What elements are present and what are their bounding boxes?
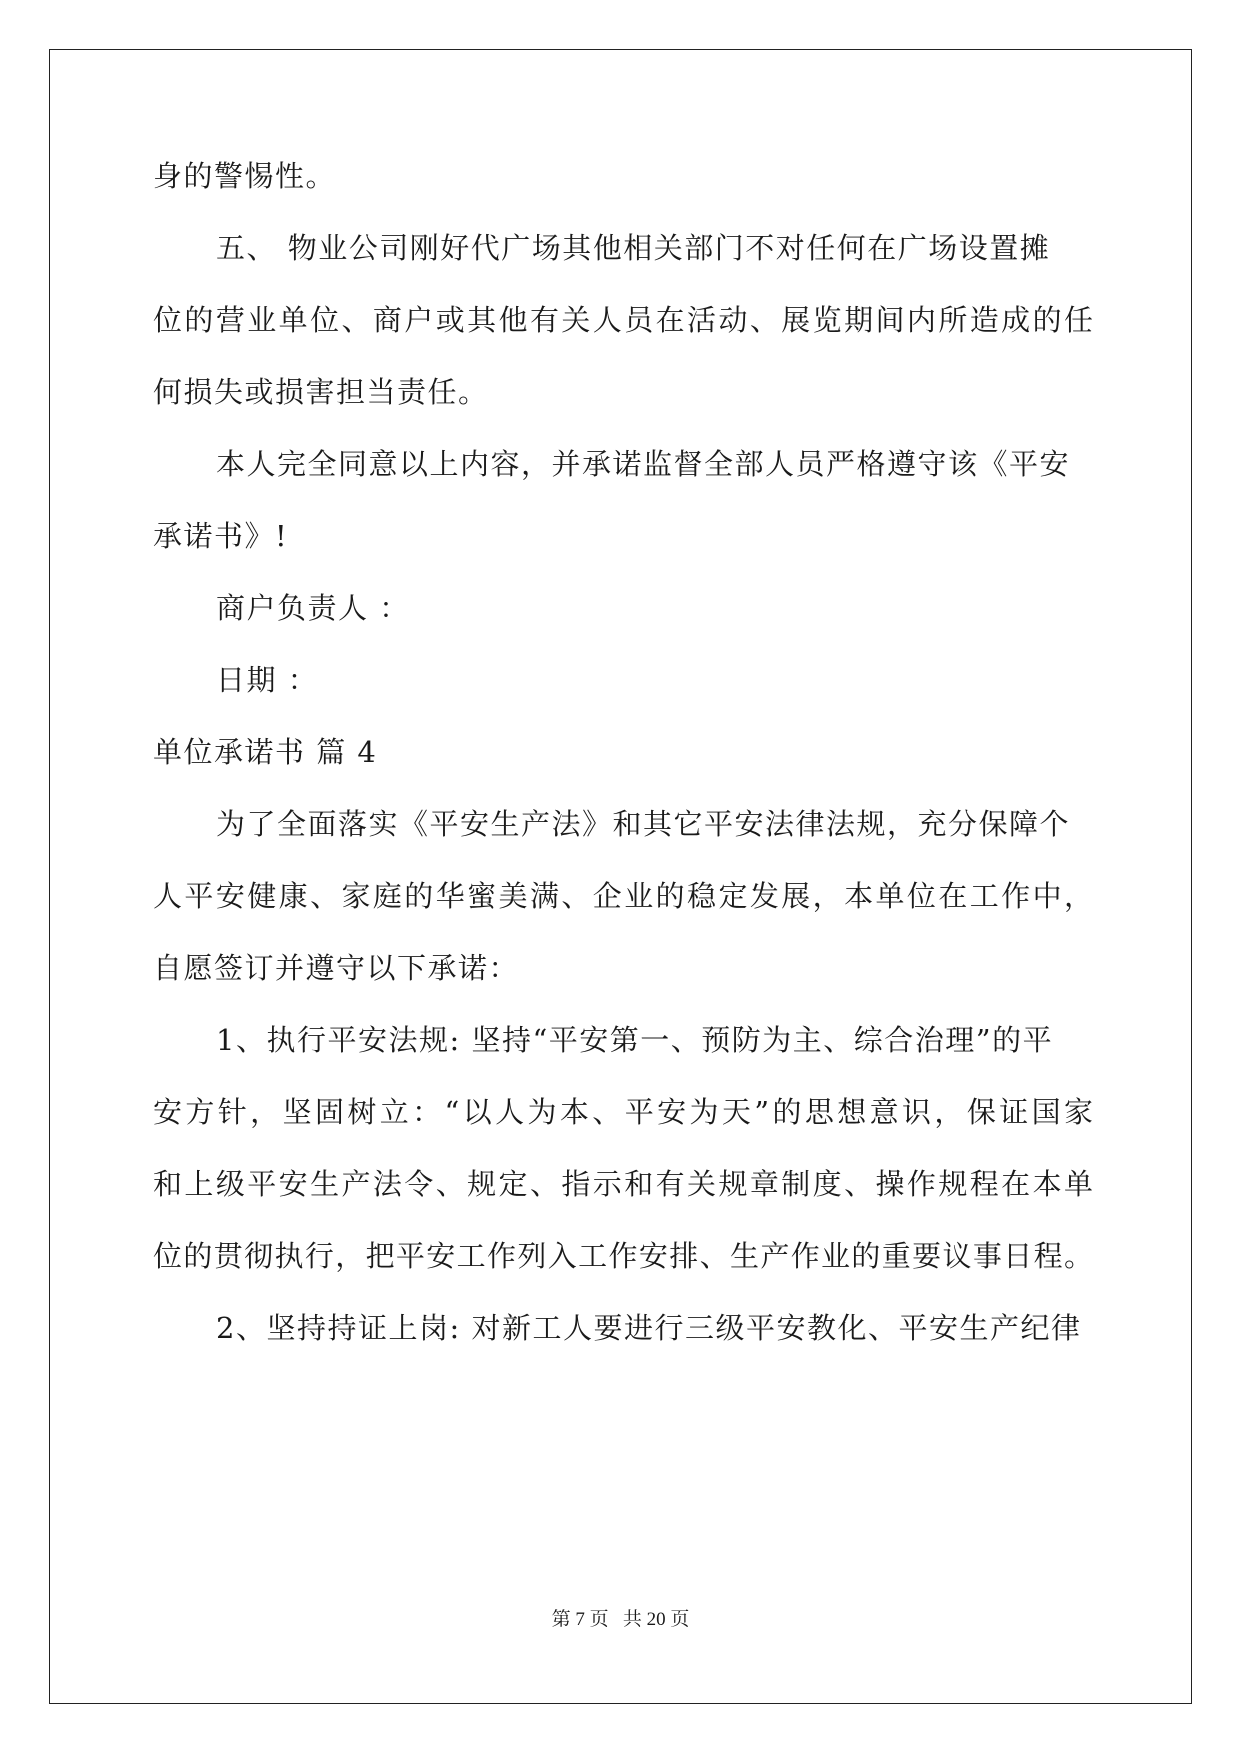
body-line: 身的警惕性。 — [153, 159, 337, 193]
body-line: 本人完全同意以上内容，并承诺监督全部人员严格遵守该《平安 — [216, 447, 1071, 481]
body-line: 五、 物业公司刚好代广场其他相关部门不对任何在广场设置摊 — [216, 231, 1051, 265]
page-border — [49, 49, 1192, 1704]
body-line: 安方针，坚固树立：“以人为本、平安为天”的思想意识，保证国家 — [153, 1095, 1093, 1129]
body-line: 1、执行平安法规: 坚持“平安第一、预防为主、综合治理”的平 — [216, 1023, 1054, 1057]
page-number: 第 7 页 — [551, 1609, 609, 1630]
body-line: 位的贯彻执行，把平安工作列入工作安排、生产作业的重要议事日程。 — [153, 1239, 1093, 1273]
page-footer — [0, 1608, 1241, 1632]
body-line: 人平安健康、家庭的华蜜美满、企业的稳定发展，本单位在工作中， — [153, 879, 1093, 913]
signature-label: 商户负责人 ： — [216, 591, 410, 625]
footer-spacer — [609, 1609, 623, 1630]
section-heading: 单位承诺书 篇 4 — [153, 735, 378, 769]
page-total: 共 20 页 — [622, 1609, 690, 1630]
body-line: 位的营业单位、商户或其他有关人员在活动、展览期间内所造成的任 — [153, 303, 1093, 337]
body-line: 自愿签订并遵守以下承诺： — [153, 951, 520, 985]
body-line: 2、坚持持证上岗: 对新工人要进行三级平安教化、平安生产纪律 — [216, 1311, 1082, 1345]
body-line: 何损失或损害担当责任。 — [153, 375, 489, 409]
body-line: 和上级平安生产法令、规定、指示和有关规章制度、操作规程在本单 — [153, 1167, 1093, 1201]
body-line: 承诺书》! — [153, 519, 289, 553]
body-line: 为了全面落实《平安生产法》和其它平安法律法规，充分保障个 — [216, 807, 1071, 841]
date-label: 日期 ： — [216, 663, 319, 697]
